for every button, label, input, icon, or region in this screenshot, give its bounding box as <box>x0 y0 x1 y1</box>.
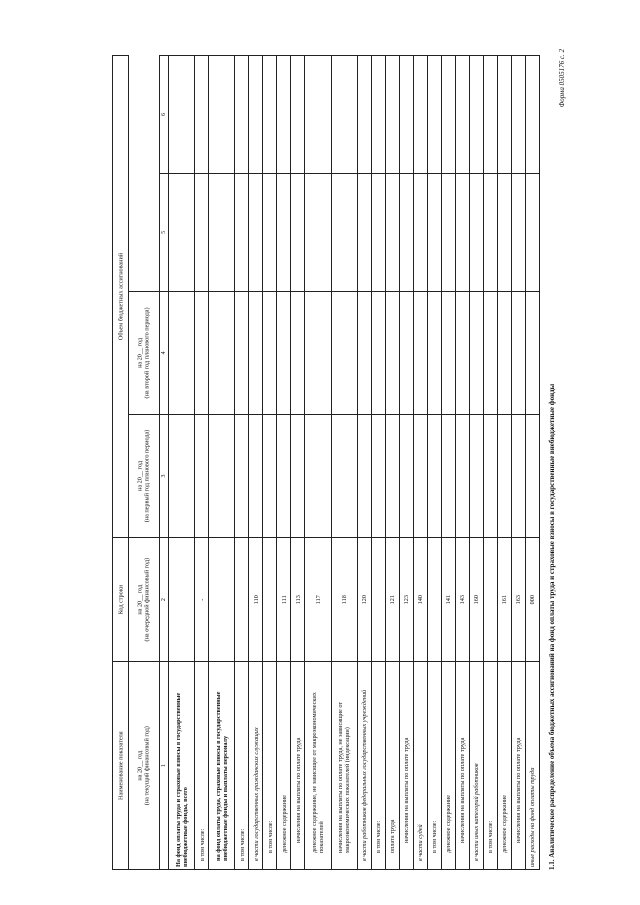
table-row <box>209 56 235 870</box>
row-label: На фонд оплаты труда и страховые взносы в государственные внебюджетные фонды, всего <box>169 662 195 870</box>
row-label: начисления на выплаты по оплате труда <box>400 662 414 870</box>
value-cell[interactable] <box>195 414 209 537</box>
value-cell[interactable] <box>526 414 540 537</box>
value-cell[interactable] <box>249 414 263 537</box>
value-cell[interactable] <box>331 56 357 174</box>
value-cell[interactable] <box>414 56 428 174</box>
row-code: 118 <box>331 538 357 662</box>
value-cell[interactable] <box>209 173 235 291</box>
row-code: 161 <box>498 538 512 662</box>
row-label: начисления на выплаты по оплате труда <box>456 662 470 870</box>
table-row <box>414 56 428 870</box>
value-cell[interactable] <box>428 414 442 537</box>
value-cell[interactable] <box>305 414 331 537</box>
year-header: на 20__ год (на первый год планового периода) <box>129 414 160 537</box>
value-cell[interactable] <box>331 414 357 537</box>
row-label: денежное содержание <box>498 662 512 870</box>
row-code: 163 <box>512 538 526 662</box>
row-label: денежное содержание <box>442 662 456 870</box>
allocation-table <box>112 55 540 870</box>
value-cell[interactable] <box>512 56 526 174</box>
value-cell[interactable] <box>249 173 263 291</box>
row-label: в том числе: <box>235 662 249 870</box>
value-cell[interactable] <box>263 173 277 291</box>
row-code: 110 <box>249 538 263 662</box>
value-cell[interactable] <box>442 56 456 174</box>
value-cell[interactable] <box>470 291 484 414</box>
value-cell[interactable] <box>209 56 235 174</box>
value-cell[interactable] <box>484 56 498 174</box>
value-cell[interactable] <box>526 56 540 174</box>
row-label: в том числе: <box>195 662 209 870</box>
table-row <box>428 56 442 870</box>
value-cell[interactable] <box>235 56 249 174</box>
value-cell[interactable] <box>263 56 277 174</box>
table-row <box>277 56 291 870</box>
value-cell[interactable] <box>428 56 442 174</box>
rotated-form-sheet <box>60 43 580 888</box>
col-number: 2 <box>160 538 169 662</box>
value-cell[interactable] <box>169 291 195 414</box>
table-row <box>305 56 331 870</box>
value-cell[interactable] <box>512 414 526 537</box>
value-cell[interactable] <box>169 56 195 174</box>
table-row <box>442 56 456 870</box>
table-row <box>291 56 305 870</box>
value-cell[interactable] <box>414 414 428 537</box>
form-reference: Форма 0505176 с. 2 <box>558 49 566 108</box>
value-cell[interactable] <box>470 173 484 291</box>
table-row <box>386 56 400 870</box>
value-cell[interactable] <box>291 414 305 537</box>
value-cell[interactable] <box>249 56 263 174</box>
value-cell[interactable] <box>386 291 400 414</box>
table-row <box>263 56 277 870</box>
value-cell[interactable] <box>263 414 277 537</box>
value-cell[interactable] <box>372 173 386 291</box>
col-number: 1 <box>160 662 169 870</box>
value-cell[interactable] <box>414 291 428 414</box>
value-cell[interactable] <box>386 56 400 174</box>
value-cell[interactable] <box>277 291 291 414</box>
value-cell[interactable] <box>526 291 540 414</box>
row-label: иные расходы на фонд оплаты труда <box>526 662 540 870</box>
table-row <box>169 56 195 870</box>
table-row <box>526 56 540 870</box>
row-label: в части работников федеральных государственных учреждений <box>358 662 372 870</box>
row-label: денежное содержание, не зависящее от макроэкономических показателей <box>305 662 331 870</box>
col-number: 6 <box>160 56 169 174</box>
value-cell[interactable] <box>209 414 235 537</box>
value-cell[interactable] <box>372 291 386 414</box>
row-label: в части государственных гражданских служащих <box>249 662 263 870</box>
table-row <box>470 56 484 870</box>
row-code: 141 <box>442 538 456 662</box>
value-cell[interactable] <box>291 56 305 174</box>
value-cell[interactable] <box>209 291 235 414</box>
table-row <box>331 56 357 870</box>
row-code: 117 <box>305 538 331 662</box>
column-number-row <box>160 56 169 870</box>
value-cell[interactable] <box>484 414 498 537</box>
table-row <box>358 56 372 870</box>
table-row <box>249 56 263 870</box>
row-label: денежное содержание <box>277 662 291 870</box>
row-label: в том числе: <box>263 662 277 870</box>
row-code: - <box>195 538 209 662</box>
value-cell[interactable] <box>400 291 414 414</box>
name-column-header: Наименование показателя <box>113 662 129 870</box>
value-cell[interactable] <box>526 173 540 291</box>
value-cell[interactable] <box>305 291 331 414</box>
row-code <box>263 538 277 662</box>
value-cell[interactable] <box>442 291 456 414</box>
row-label: оплата труда <box>386 662 400 870</box>
row-label: в части судей <box>414 662 428 870</box>
row-code: 000 <box>526 538 540 662</box>
table-row <box>512 56 526 870</box>
row-code: 121 <box>386 538 400 662</box>
year-header: на 20__ год (на второй год планового периода) <box>129 291 160 414</box>
group-header-row <box>113 56 129 870</box>
value-cell[interactable] <box>195 56 209 174</box>
value-cell[interactable] <box>263 291 277 414</box>
row-code <box>372 538 386 662</box>
row-label: на фонд оплаты труда, страховые взносы в государственные внебюджетные фонды и выплаты персоналу <box>209 662 235 870</box>
table-row <box>498 56 512 870</box>
row-label: в том числе: <box>484 662 498 870</box>
col-number: 4 <box>160 291 169 414</box>
table-row <box>235 56 249 870</box>
row-label: в том числе: <box>372 662 386 870</box>
value-cell[interactable] <box>249 291 263 414</box>
value-cell[interactable] <box>400 414 414 537</box>
year-header: на 20__ год (на текущий финансовый год) <box>129 662 160 870</box>
value-cell[interactable] <box>428 291 442 414</box>
value-cell[interactable] <box>456 291 470 414</box>
table-row <box>456 56 470 870</box>
value-cell[interactable] <box>512 291 526 414</box>
value-cell[interactable] <box>470 56 484 174</box>
value-cell[interactable] <box>331 291 357 414</box>
col-number: 5 <box>160 173 169 291</box>
table-row <box>195 56 209 870</box>
row-code <box>169 538 195 662</box>
value-cell[interactable] <box>386 414 400 537</box>
table-row <box>484 56 498 870</box>
value-cell[interactable] <box>498 56 512 174</box>
value-cell[interactable] <box>400 56 414 174</box>
row-code: 123 <box>400 538 414 662</box>
value-cell[interactable] <box>442 414 456 537</box>
row-code <box>235 538 249 662</box>
table-row <box>372 56 386 870</box>
year-header: на 20__ год (на очередной финансовый год) <box>129 538 160 662</box>
row-code <box>209 538 235 662</box>
value-cell[interactable] <box>470 414 484 537</box>
value-cell[interactable] <box>358 173 372 291</box>
value-cell[interactable] <box>235 291 249 414</box>
row-code: 111 <box>277 538 291 662</box>
row-label: начисления на выплаты по оплате труда, не зависящие от макроэкономических показателей (индексации) <box>331 662 357 870</box>
value-cell[interactable] <box>235 173 249 291</box>
row-label: начисления на выплаты по оплате труда <box>512 662 526 870</box>
value-cell[interactable] <box>195 291 209 414</box>
value-cell[interactable] <box>512 173 526 291</box>
row-code: 160 <box>470 538 484 662</box>
value-cell[interactable] <box>456 56 470 174</box>
row-code <box>484 538 498 662</box>
value-cell[interactable] <box>428 173 442 291</box>
col-number: 3 <box>160 414 169 537</box>
value-cell[interactable] <box>498 173 512 291</box>
value-cell[interactable] <box>358 291 372 414</box>
value-cell[interactable] <box>169 173 195 291</box>
value-cell[interactable] <box>331 173 357 291</box>
value-cell[interactable] <box>498 291 512 414</box>
row-code <box>428 538 442 662</box>
value-cell[interactable] <box>372 414 386 537</box>
value-cell[interactable] <box>235 414 249 537</box>
value-cell[interactable] <box>277 56 291 174</box>
row-code: 143 <box>456 538 470 662</box>
row-code: 120 <box>358 538 372 662</box>
value-cell[interactable] <box>386 173 400 291</box>
value-cell[interactable] <box>291 173 305 291</box>
value-cell[interactable] <box>484 291 498 414</box>
allocation-group-header: Объем бюджетных ассигнований <box>113 56 129 538</box>
value-cell[interactable] <box>484 173 498 291</box>
value-cell[interactable] <box>169 414 195 537</box>
value-cell[interactable] <box>358 56 372 174</box>
table-row <box>400 56 414 870</box>
section-title: 1.1. Аналитическое распределение объема бюджетных ассигнований на фонд оплаты труда и страховые взносы в государственные внебюджетные фонды <box>548 383 556 870</box>
value-cell[interactable] <box>195 173 209 291</box>
value-cell[interactable] <box>305 56 331 174</box>
value-cell[interactable] <box>291 291 305 414</box>
row-label: в части иных категорий работников <box>470 662 484 870</box>
value-cell[interactable] <box>372 56 386 174</box>
row-code: 140 <box>414 538 428 662</box>
row-code: 113 <box>291 538 305 662</box>
year-header-row <box>129 56 160 870</box>
code-column-header: Код строки <box>113 538 129 662</box>
value-cell[interactable] <box>277 414 291 537</box>
value-cell[interactable] <box>456 173 470 291</box>
value-cell[interactable] <box>400 173 414 291</box>
value-cell[interactable] <box>358 414 372 537</box>
value-cell[interactable] <box>442 173 456 291</box>
value-cell[interactable] <box>305 173 331 291</box>
row-label: начисления на выплаты по оплате труда <box>291 662 305 870</box>
value-cell[interactable] <box>277 173 291 291</box>
value-cell[interactable] <box>498 414 512 537</box>
value-cell[interactable] <box>456 414 470 537</box>
row-label: в том числе: <box>428 662 442 870</box>
value-cell[interactable] <box>414 173 428 291</box>
